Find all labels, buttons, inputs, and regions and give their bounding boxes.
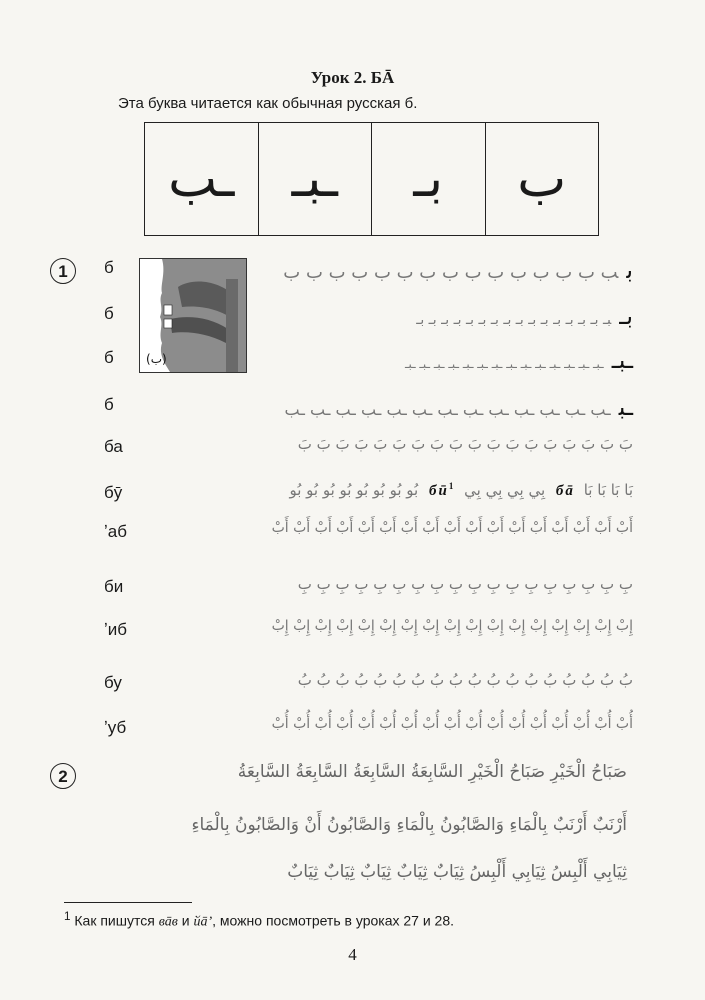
tracing-row — [272, 716, 633, 732]
model-letter: ب — [626, 256, 633, 284]
tracing-row — [298, 671, 633, 689]
tracing-letters: أَبْ أَبْ أَبْ أَبْ أَبْ أَبْ أَبْ أَبْ أَبْ أَبْ أَبْ أَبْ أَبْ أَبْ أَبْ أَبْ أَبْ — [271, 520, 633, 536]
footnote-marker: 1 — [448, 481, 456, 491]
tracing-ba-long: بَا بَا بَا بَا — [583, 481, 633, 499]
exercise-2-line-1: صَبَاحُ الْخَيْرِ صَبَاحُ الْخَيْرِ السَّابِعَةُ السَّابِعَةُ السَّابِعَةُ السَّابِعَةُ — [237, 762, 627, 782]
tracing-letters: ـبـ ـبـ ـبـ ـبـ ـبـ ـبـ ـبـ ـبـ ـبـ ـبـ ـبـ ـبـ ـبـ ـبـ — [404, 357, 604, 371]
exercise-2-line-2: أَرْنَبٌ أَرْنَبٌ بِالْمَاءِ وَالصَّابُونُ بِالْمَاءِ وَالصَّابُونُ أَنْ وَالصَّابُونُ بِالْمَاءِ — [191, 815, 627, 835]
row-label: би — [104, 577, 124, 596]
letter-forms-table — [144, 122, 599, 236]
model-letter: بـ — [619, 302, 633, 330]
tracing-row — [289, 481, 633, 500]
tracing-letters: أُبْ أُبْ أُبْ أُبْ أُبْ أُبْ أُبْ أُبْ أُبْ أُبْ أُبْ أُبْ أُبْ أُبْ أُبْ أُبْ أُبْ — [271, 716, 633, 732]
letter-form-initial: بـ — [371, 123, 485, 235]
tracing-row — [298, 435, 633, 453]
tracing-row — [298, 575, 633, 593]
exercise-1-number: 1 — [50, 258, 76, 284]
row-label: бу — [104, 673, 122, 692]
letter-form-medial: ـبـ — [258, 123, 372, 235]
tracing-row — [285, 393, 634, 421]
row-label: ба — [104, 437, 123, 456]
row-label: ʼуб — [104, 718, 127, 737]
tracing-row — [405, 346, 633, 374]
model-letter: ـب — [618, 393, 633, 421]
letter-form-final: ـب — [168, 149, 235, 209]
tracing-bi-long: بِي بِي بِي بِي — [464, 481, 546, 499]
tracing-letters: ب ب ب ب ب ب ب ب ب ب ب ب ب ب ب — [283, 262, 619, 283]
row-label: ʼаб — [104, 522, 127, 541]
tracing-row — [272, 618, 633, 634]
exercise-2-number: 2 — [50, 763, 76, 789]
translit-ba-long: бā — [555, 483, 575, 499]
row-label: ʼиб — [104, 620, 128, 639]
page-number: 4 — [348, 945, 357, 964]
footnote-divider — [64, 902, 192, 903]
tracing-bu-long: بُو بُو بُو بُو بُو بُو بُو بُو — [289, 481, 419, 499]
model-letter: ـبـ — [611, 346, 633, 374]
tracing-row — [283, 256, 633, 284]
svg-text:(ب): (ب) — [146, 352, 167, 366]
row-label: б — [104, 348, 114, 367]
tracing-letters: بُ بُ بُ بُ بُ بُ بُ بُ بُ بُ بُ بُ بُ بُ بُ بُ بُ بُ — [297, 671, 633, 689]
lesson-subtitle: Эта буква читается как обычная русская б. — [118, 95, 418, 112]
footnote: $^1$ Как пишутся вāв и йā’, можно посмотреть в уроках 27 и 28. — [64, 910, 455, 930]
row-label: б — [104, 395, 114, 414]
row-label: б — [104, 304, 114, 323]
tracing-row — [416, 302, 633, 330]
tracing-letters: بـ بـ بـ بـ بـ بـ بـ بـ بـ بـ بـ بـ بـ بـ بـ بـ — [416, 312, 612, 328]
letter-form-isolated: ب — [485, 123, 599, 235]
row-label: б — [104, 258, 114, 277]
exercise-2-line-3: ثِيَابِي أَلْبِسُ ثِيَابِي أَلْبِسُ ثِيَابٌ ثِيَابٌ ثِيَابٌ ثِيَابٌ ثِيَابٌ — [287, 862, 627, 882]
tracing-letters: إِبْ إِبْ إِبْ إِبْ إِبْ إِبْ إِبْ إِبْ إِبْ إِبْ إِبْ إِبْ إِبْ إِبْ إِبْ إِبْ إِبْ — [271, 618, 633, 634]
tracing-letters: بَ بَ بَ بَ بَ بَ بَ بَ بَ بَ بَ بَ بَ بَ بَ بَ بَ بَ — [297, 435, 633, 453]
tracing-row — [272, 520, 633, 536]
lesson-title: Урок 2. БĀ — [310, 68, 395, 87]
translit-bi-long: $бӣ^1$ — [429, 481, 456, 499]
articulation-illustration — [139, 258, 247, 373]
tracing-letters: ـب ـب ـب ـب ـب ـب ـب ـب ـب ـب ـب ـب ـب — [284, 400, 611, 419]
row-label: бӯ — [104, 483, 123, 502]
mouth-profile-icon — [140, 259, 246, 372]
tracing-letters: بِ بِ بِ بِ بِ بِ بِ بِ بِ بِ بِ بِ بِ بِ بِ بِ بِ بِ — [297, 575, 633, 593]
